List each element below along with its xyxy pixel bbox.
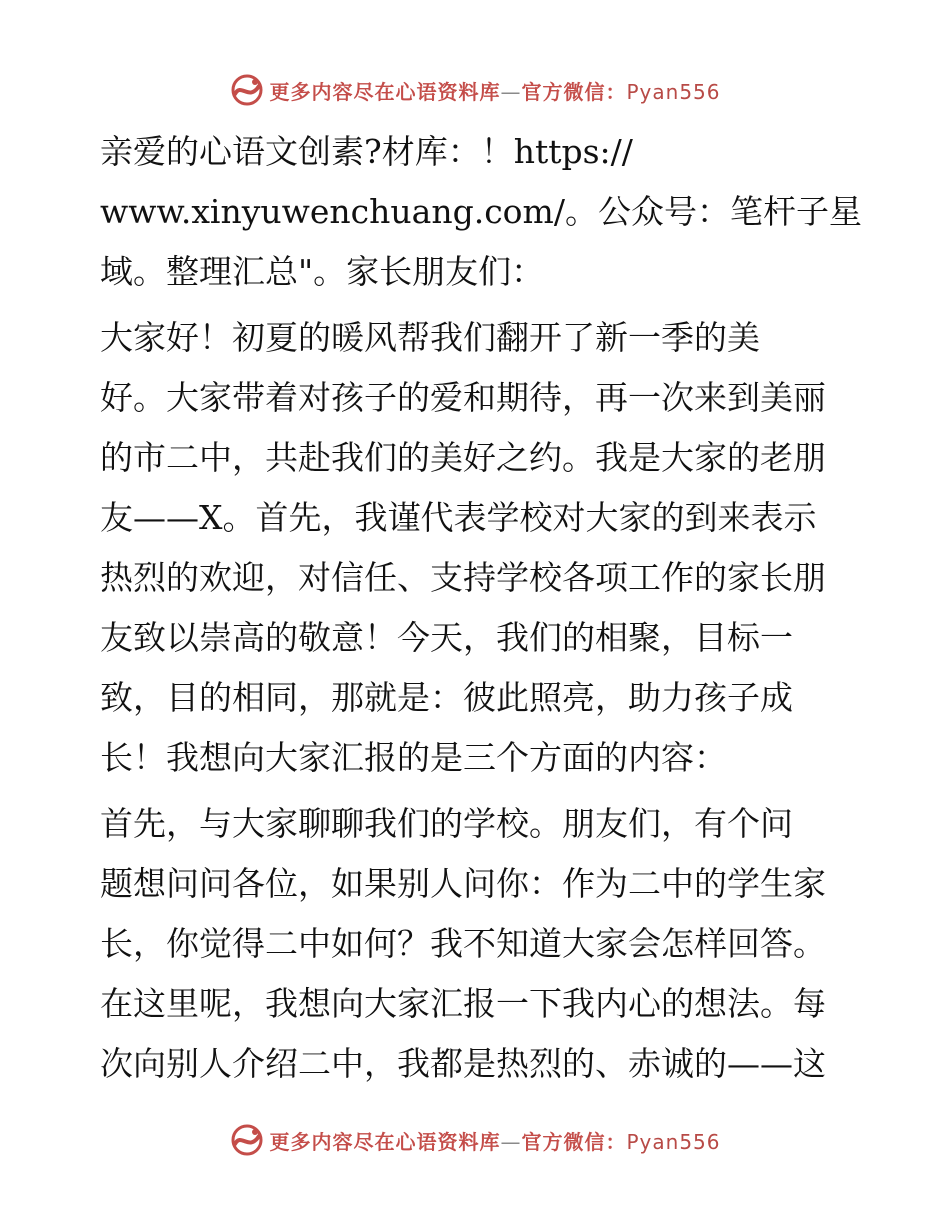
text-line: 次向别人介绍二中，我都是热烈的、赤诚的——这 xyxy=(100,1044,826,1083)
text-line: 好。大家带着对孩子的爱和期待，再一次来到美丽 xyxy=(100,378,826,417)
brand-text: 更多内容尽在心语资料库 xyxy=(269,79,501,104)
text-line: 长，你觉得二中如何？我不知道大家会怎样回答。 xyxy=(100,924,826,963)
text-line: 热烈的欢迎，对信任、支持学校各项工作的家长朋 xyxy=(100,558,826,597)
text-line: 友致以崇高的敬意！今天，我们的相聚，目标一 xyxy=(100,618,793,657)
wechat-id: Pyan556 xyxy=(626,79,721,104)
text-line: 域。整理汇总"。家长朋友们： xyxy=(100,252,545,291)
paragraph-greeting xyxy=(100,308,850,788)
text-line: 的市二中，共赴我们的美好之约。我是大家的老朋 xyxy=(100,438,826,477)
logo-icon xyxy=(229,72,265,108)
text-line: 首先，与大家聊聊我们的学校。朋友们，有个问 xyxy=(100,804,793,843)
text-line: 友——X。首先，我谨代表学校对大家的到来表示 xyxy=(100,498,817,537)
document-body xyxy=(100,122,862,1100)
banner-separator: — xyxy=(500,79,522,104)
official-label: 官方微信： xyxy=(521,79,627,104)
paragraph-intro xyxy=(100,122,862,302)
wechat-id: Pyan556 xyxy=(626,1129,721,1154)
brand-text: 更多内容尽在心语资料库 xyxy=(269,1129,501,1154)
text-line: 亲爱的心语文创素?材库：！https:// xyxy=(100,132,633,171)
text-line: 致，目的相同，那就是：彼此照亮，助力孩子成 xyxy=(100,678,793,717)
text-line: 题想问问各位，如果别人问你：作为二中的学生家 xyxy=(100,864,826,903)
text-line: 长！我想向大家汇报的是三个方面的内容： xyxy=(100,738,727,777)
logo-icon xyxy=(229,1122,265,1158)
text-line: www.xinyuwenchuang.com/。公众号：笔杆子星 xyxy=(100,192,862,231)
text-line: 大家好！初夏的暖风帮我们翻开了新一季的美 xyxy=(100,318,760,357)
footer-banner xyxy=(0,1120,950,1160)
header-banner xyxy=(0,70,950,110)
official-label: 官方微信： xyxy=(521,1129,627,1154)
text-line: 在这里呢，我想向大家汇报一下我内心的想法。每 xyxy=(100,984,826,1023)
paragraph-school xyxy=(100,794,850,1094)
banner-text xyxy=(269,76,720,105)
banner-text xyxy=(269,1126,720,1155)
banner-separator: — xyxy=(500,1129,522,1154)
